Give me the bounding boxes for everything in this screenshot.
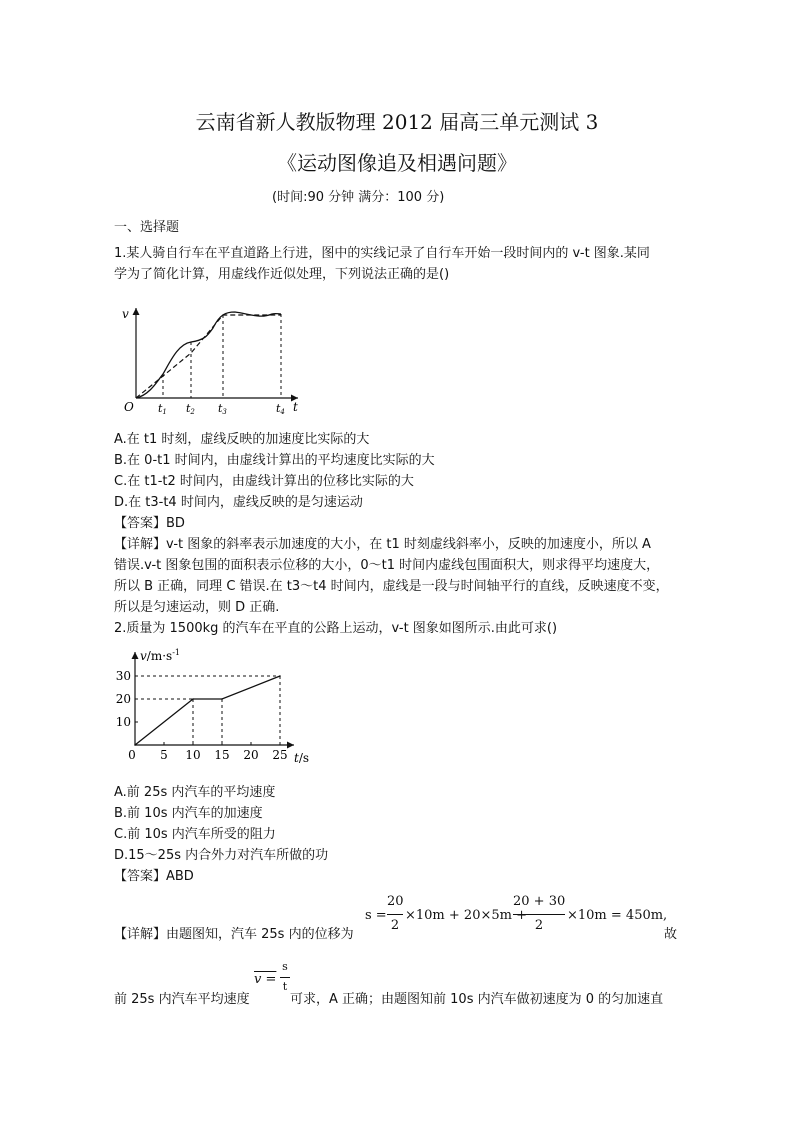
q2-point-0 <box>134 744 136 746</box>
q1-detail-line2: 错误.v-t 图象包围的面积表示位移的大小，0～t1 时间内虚线包围面积大，则求得平均速度大， <box>114 558 660 573</box>
q2-line2-suffix: 可求，A 正确；由题图知前 10s 内汽车做初速度为 0 的匀加速直 <box>290 992 664 1007</box>
q1-detail-line3: 所以 B 正确，同理 C 错误.在 t3～t4 时间内，虚线是一段与时间轴平行的直线，反映速度不变， <box>114 579 669 594</box>
q2-ytick-label-1: 20 <box>115 692 131 706</box>
q1-v-label: v <box>122 307 129 321</box>
q2-y-axis-label: $v/m\cdot s^{-1}$ <box>140 648 180 663</box>
q2-ytick-label-2: 30 <box>115 669 131 683</box>
q2-line2-prefix: 前 25s 内汽车平均速度 <box>114 992 250 1007</box>
q2-xtick-label-0: 0 <box>128 748 136 762</box>
q2-detail-prefix: 【详解】由题图知，汽车 25s 内的位移为 <box>114 927 354 942</box>
q1-approx-dashed <box>136 315 281 398</box>
q2-xtick-label-1: 5 <box>160 748 168 762</box>
q2-option-c: C.前 10s 内汽车所受的阻力 <box>114 827 276 842</box>
q1-detail-line4: 所以是匀速运动，则 D 正确. <box>114 600 280 615</box>
q1-tick-t2: t2 <box>186 402 195 416</box>
formula-frac1-num: 20 <box>387 894 404 909</box>
q1-answer: 【答案】BD <box>114 516 185 531</box>
q2-option-a: A.前 25s 内汽车的平均速度 <box>114 785 276 800</box>
q2-point-2 <box>221 698 223 700</box>
page-title: 云南省新人教版物理 2012 届高三单元测试 3 <box>195 110 599 134</box>
formula-s-eq: s = <box>365 908 387 923</box>
q1-option-d: D.在 t3-t4 时间内，虚线反映的是匀速运动 <box>114 495 363 510</box>
avg-den: t <box>282 980 288 993</box>
q2-point-1 <box>192 698 194 700</box>
formula-frac1-bar <box>387 914 403 915</box>
q1-stem-line1: 1.某人骑自行车在平直道路上行进，图中的实线记录了自行车开始一段时间内的 v-t 图象.某同 <box>114 246 650 261</box>
formula-part2: ×10m + 20×5m + <box>405 908 527 923</box>
q2-answer: 【答案】ABD <box>114 869 194 884</box>
avg-v-eq: v = <box>254 972 277 987</box>
q1-actual-curve <box>136 312 281 398</box>
q2-vt-chart <box>110 646 330 768</box>
formula-frac1-den: 2 <box>390 918 400 933</box>
q2-point-3 <box>279 675 281 677</box>
formula-frac2-num: 20 + 30 <box>513 894 566 909</box>
q1-option-c: C.在 t1-t2 时间内，由虚线计算出的位移比实际的大 <box>114 474 414 489</box>
formula-part3: ×10m = 450m, <box>567 908 668 923</box>
formula-frac2-bar <box>513 914 565 915</box>
q2-ytick-label-0: 10 <box>115 715 131 729</box>
avg-frac-bar <box>280 977 290 978</box>
q1-vt-graph <box>110 300 310 420</box>
q2-stem: 2.质量为 1500kg 的汽车在平直的公路上运动，v-t 图象如图所示.由此可求() <box>114 621 558 636</box>
q1-tick-t3: t3 <box>218 402 227 416</box>
q1-origin-label: O <box>124 400 134 414</box>
page-subtitle: 《运动图像追及相遇问题》 <box>277 151 517 175</box>
q2-xtick-label-5: 25 <box>272 748 288 762</box>
q2-option-b: B.前 10s 内汽车的加速度 <box>114 806 263 821</box>
formula-frac2-den: 2 <box>534 918 544 933</box>
q1-detail-line1: 【详解】v-t 图象的斜率表示加速度的大小，在 t1 时刻虚线斜率小，反映的加速度小，所以 A <box>114 537 651 552</box>
q1-option-a: A.在 t1 时刻，虚线反映的加速度比实际的大 <box>114 432 370 447</box>
q1-t-label: t <box>293 400 298 414</box>
q2-option-d: D.15～25s 内合外力对汽车所做的功 <box>114 848 329 863</box>
q1-option-b: B.在 0-t1 时间内，由虚线计算出的平均速度比实际的大 <box>114 453 435 468</box>
q2-displacement-formula <box>365 892 668 942</box>
q1-tick-t1: t1 <box>158 402 167 416</box>
exam-info: (时间:90 分钟 满分：100 分) <box>272 190 445 205</box>
section-title: 一、选择题 <box>114 220 180 235</box>
q1-tick-t4: t4 <box>276 402 285 416</box>
q2-xtick-label-3: 15 <box>214 748 230 762</box>
avg-num: s <box>282 960 288 973</box>
q2-series-line <box>135 676 280 745</box>
q2-x-axis-label: t/s <box>294 751 310 765</box>
q2-xtick-label-2: 10 <box>185 748 201 762</box>
q1-stem-line2: 学为了简化计算，用虚线作近似处理，下列说法正确的是() <box>114 267 450 282</box>
q2-avg-velocity-formula <box>254 960 294 1004</box>
q2-detail-suffix: 故 <box>664 927 678 942</box>
q2-xtick-label-4: 20 <box>243 748 259 762</box>
